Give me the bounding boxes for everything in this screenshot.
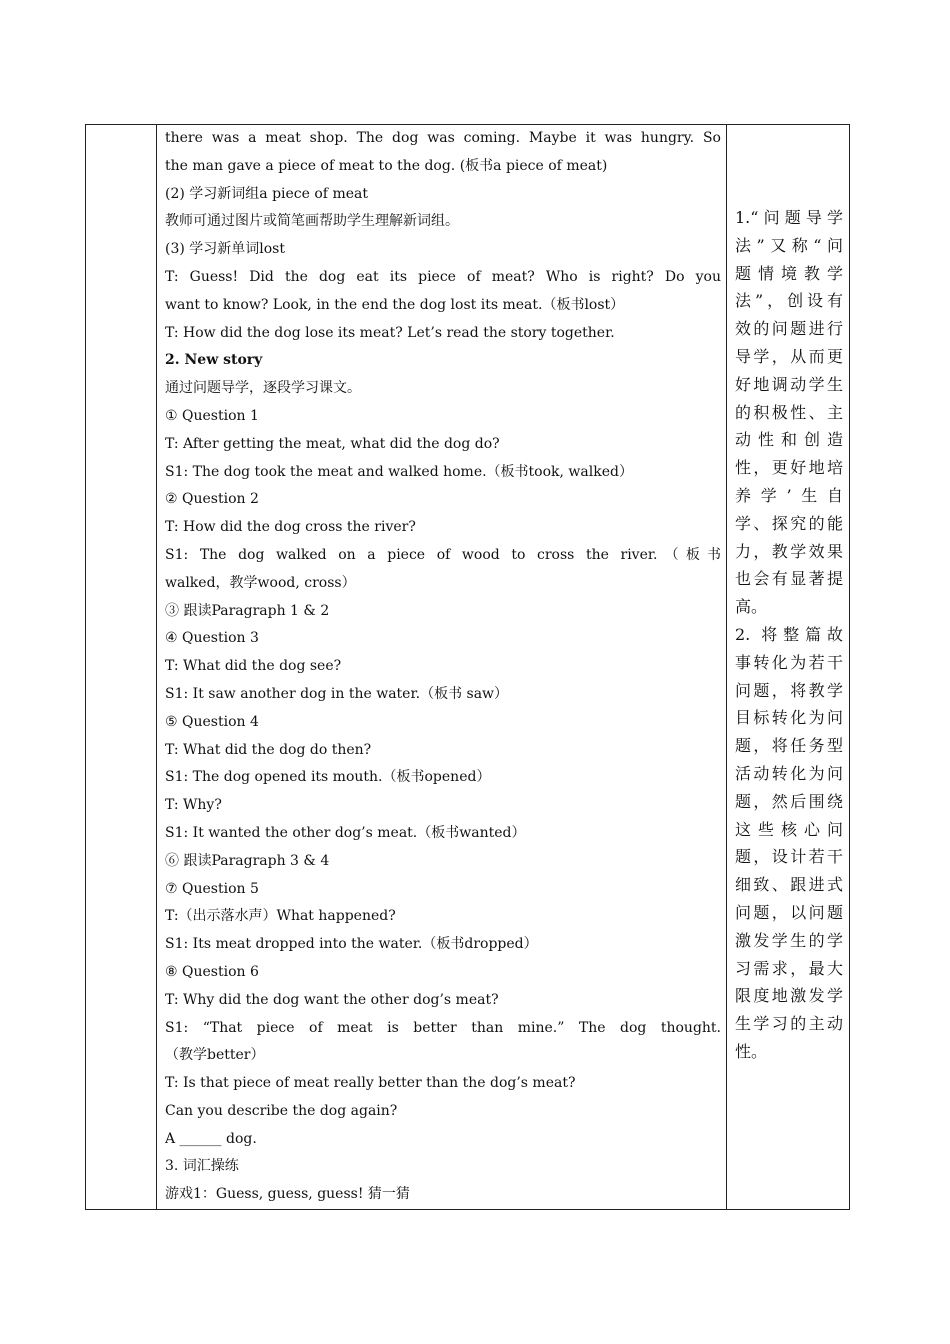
note-line: 目标转化为问	[735, 708, 843, 728]
text-line: ④ Question 3	[165, 630, 259, 647]
text-line: (3) 学习新单词lost	[165, 241, 285, 258]
note-line: 性，更好地培	[735, 458, 843, 478]
text-line: ③ 跟读Paragraph 1 & 2	[165, 602, 330, 619]
note-line: 导学，从而更	[735, 346, 843, 366]
note-line: 好地调动学生	[735, 374, 843, 394]
note-line: 问题，将教学	[735, 680, 843, 700]
text-line: T: Guess! Did the dog eat its piece of meat? Who is right? Do you	[165, 268, 721, 285]
column-divider	[156, 125, 157, 1209]
teaching-procedure-cell	[165, 125, 721, 1209]
note-line: 学、探究的能	[735, 513, 843, 533]
text-line: S1: It saw another dog in the water.（板书 saw）	[165, 685, 509, 702]
text-line: ① Question 1	[165, 407, 259, 424]
text-line: S1: Its meat dropped into the water.（板书dropped）	[165, 936, 538, 953]
note-line: 习需求，最大	[735, 958, 843, 978]
note-line: 限度地激发学	[735, 986, 843, 1006]
text-line: 游戏1：Guess, guess, guess! 猜一猜	[165, 1186, 410, 1203]
text-line: T: How did the dog cross the river?	[165, 519, 416, 536]
text-line: want to know? Look, in the end the dog lost its meat.（板书lost）	[165, 296, 625, 313]
text-line: T: Why?	[165, 797, 222, 814]
text-line: Can you describe the dog again?	[165, 1102, 398, 1119]
note-line: 2. 将整篇故	[735, 624, 843, 644]
text-line: S1: It wanted the other dog’s meat.（板书wanted）	[165, 824, 526, 841]
text-line: 教师可通过图片或简笔画帮助学生理解新词组。	[165, 213, 459, 230]
note-line: 事转化为若干	[735, 652, 843, 672]
note-line: 1.“问题导学	[735, 208, 843, 227]
text-line: walked，教学wood, cross）	[165, 574, 356, 591]
note-line: 生学习的主动	[735, 1014, 843, 1034]
text-line: 3. 词汇操练	[165, 1158, 239, 1175]
text-line: ⑧ Question 6	[165, 963, 259, 980]
text-line: ⑦ Question 5	[165, 880, 259, 897]
note-line: 问题，以问题	[735, 902, 843, 922]
text-line: A ______ dog.	[165, 1130, 257, 1147]
text-line: T: Is that piece of meat really better than the dog’s meat?	[165, 1075, 576, 1092]
text-line: （教学better）	[165, 1047, 265, 1064]
note-line: 性。	[735, 1041, 768, 1061]
note-line: 这些核心问	[735, 819, 843, 839]
design-intent-cell	[735, 204, 843, 1066]
note-line: 题，设计若干	[735, 847, 843, 867]
text-line: T:（出示落水声）What happened?	[165, 908, 396, 925]
note-line: 题，然后围绕	[735, 791, 843, 811]
text-line: the man gave a piece of meat to the dog. (板书a piece of meat)	[165, 157, 608, 174]
note-line: 养学’生自	[735, 485, 843, 505]
text-line: 通过问题导学，逐段学习课文。	[165, 380, 361, 397]
note-line: 题，将任务型	[735, 736, 843, 756]
text-line: ② Question 2	[165, 491, 259, 508]
lesson-plan-table	[85, 124, 850, 1210]
note-line: 动性和创造	[735, 430, 843, 450]
note-line: 激发学生的学	[735, 930, 843, 950]
note-line: 题情境教学	[735, 263, 843, 283]
text-line: S1: The dog opened its mouth.（板书opened）	[165, 769, 491, 786]
note-line: 细致、跟进式	[735, 875, 843, 895]
text-line: there was a meat shop. The dog was coming. Maybe it was hungry. So	[165, 130, 721, 146]
section-heading: 2. New story	[165, 352, 263, 369]
text-line: T: How did the dog lose its meat? Let’s read the story together.	[165, 324, 615, 341]
text-line: S1: The dog walked on a piece of wood to cross the river.（板书	[165, 546, 721, 563]
note-line: 力，教学效果	[735, 541, 843, 561]
text-line: (2) 学习新词组a piece of meat	[165, 185, 368, 202]
text-line: T: What did the dog see?	[165, 658, 342, 675]
note-line: 法”又称“问	[735, 235, 843, 255]
text-line: ⑤ Question 4	[165, 713, 259, 730]
text-line: T: Why did the dog want the other dog’s meat?	[165, 991, 499, 1008]
text-line: S1: “That piece of meat is better than mine.” The dog thought.	[165, 1019, 721, 1036]
note-line: 活动转化为问	[735, 763, 843, 783]
note-line: 也会有显著提	[735, 569, 843, 589]
text-line: T: What did the dog do then?	[165, 741, 372, 758]
note-line: 效的问题进行	[735, 319, 843, 339]
note-line: 高。	[735, 597, 768, 617]
note-line: 的积极性、主	[735, 402, 843, 422]
stage-cell	[86, 125, 156, 1209]
column-divider	[726, 125, 727, 1209]
text-line: S1: The dog took the meat and walked home.（板书took, walked）	[165, 463, 633, 480]
text-line: T: After getting the meat, what did the dog do?	[165, 435, 500, 452]
text-line: ⑥ 跟读Paragraph 3 & 4	[165, 852, 330, 869]
note-line: 法”，创设有	[735, 291, 843, 311]
